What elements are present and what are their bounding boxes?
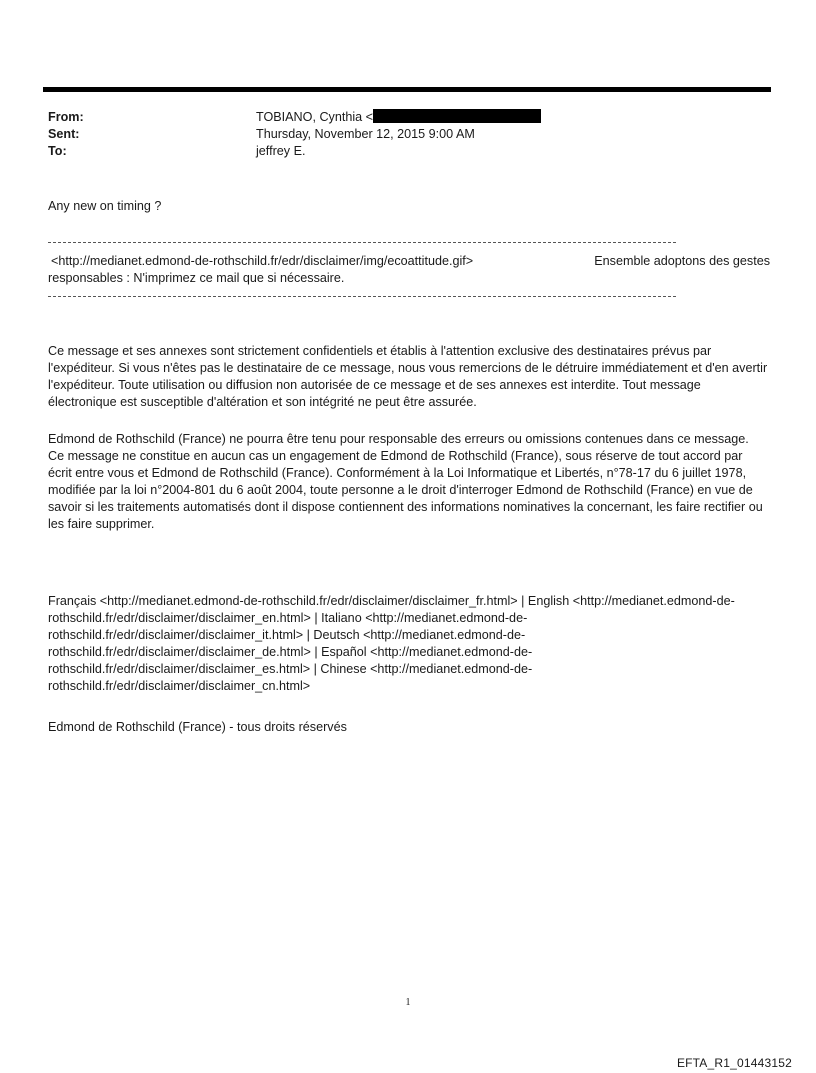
dashed-divider-top: [48, 242, 676, 243]
from-value: [256, 109, 541, 126]
redaction-box: [373, 109, 541, 123]
sender-name: TOBIANO, Cynthia <: [256, 110, 374, 124]
disclaimer-para-1: [48, 343, 768, 411]
sent-row: [48, 126, 768, 143]
from-label: From:: [48, 110, 84, 124]
eco-line-1: [48, 253, 770, 270]
sent-value: Thursday, November 12, 2015 9:00 AM: [256, 127, 475, 141]
message-text: Any new on timing ?: [48, 199, 162, 213]
disclaimer-para-2: [48, 431, 768, 533]
page-number: 1: [405, 997, 411, 1008]
eco-slogan-part2: responsables : N'imprimez ce mail que si nécessaire.: [48, 271, 345, 285]
to-value: jeffrey E.: [256, 144, 306, 158]
sent-label: Sent:: [48, 127, 80, 141]
dashed-divider-bottom: [48, 296, 676, 297]
eco-image-link[interactable]: <http://medianet.edmond-de-rothschild.fr/edr/disclaimer/img/ecoattitude.gif>: [51, 254, 474, 268]
disclaimer-languages: [48, 593, 768, 695]
language-links[interactable]: Français <http://medianet.edmond-de-rothschild.fr/edr/disclaimer/disclaimer_fr.html> | English <http://medianet.edmond-de-rothschild.fr/edr/disclaimer/disclaimer_en.html> | Italiano <http://medianet.edmond-de-rothschild.fr/edr/disclaimer/disclaimer_it.html> | Deutsch <http://medianet.edmond-de-rothschild.fr/edr/disclaimer/disclaimer_de.html> | Español <http://medianet.edmond-de-rothschild.fr/edr/disclaimer/disclaimer_es.html> | Chinese <http://medianet.edmond-de-rothschild.fr/edr/disclaimer/disclaimer_cn.html>: [48, 594, 735, 693]
to-label: To:: [48, 144, 67, 158]
email-header: [48, 109, 768, 160]
confidentiality-text: Ce message et ses annexes sont strictement confidentiels et établis à l'attention exclusive des destinataires prévus par l'expéditeur. Si vous n'êtes pas le destinataire de ce message, nous vous remercions de le détruire immédiatement et d'en avertir l'expéditeur. Toute utilisation ou diffusion non autorisée de ce message et de ses annexes est interdite. Tout message électronique est susceptible d'altération et son intégrité ne peut être assurée.: [48, 344, 768, 409]
eco-notice: [48, 253, 770, 287]
to-row: [48, 143, 768, 160]
bates-number: EFTA_R1_01443152: [676, 1056, 792, 1070]
from-row: [48, 109, 768, 126]
header-rule: [43, 87, 771, 92]
copyright-block: [48, 719, 768, 736]
liability-text: Edmond de Rothschild (France) ne pourra être tenu pour responsable des erreurs ou omissions contenues dans ce message. Ce message ne constitue en aucun cas un engagement de Edmond de Rothschild (France), sous réserve de tout accord par écrit entre vous et Edmond de Rothschild (France). Conformément à la Loi Informatique et Libertés, n°78-17 du 6 juillet 1978, modifiée par la loi n°2004-801 du 6 août 2004, toute personne a le droit d'interroger Edmond de Rothschild (France) en vue de savoir si les traitements automatisés dont il dispose contiennent des informations nominatives la concernant, les faire rectifier ou les faire supprimer.: [48, 432, 763, 531]
copyright-text: Edmond de Rothschild (France) - tous droits réservés: [48, 720, 347, 734]
eco-slogan-part1: Ensemble adoptons des gestes: [594, 254, 770, 268]
message-body: [48, 198, 768, 215]
